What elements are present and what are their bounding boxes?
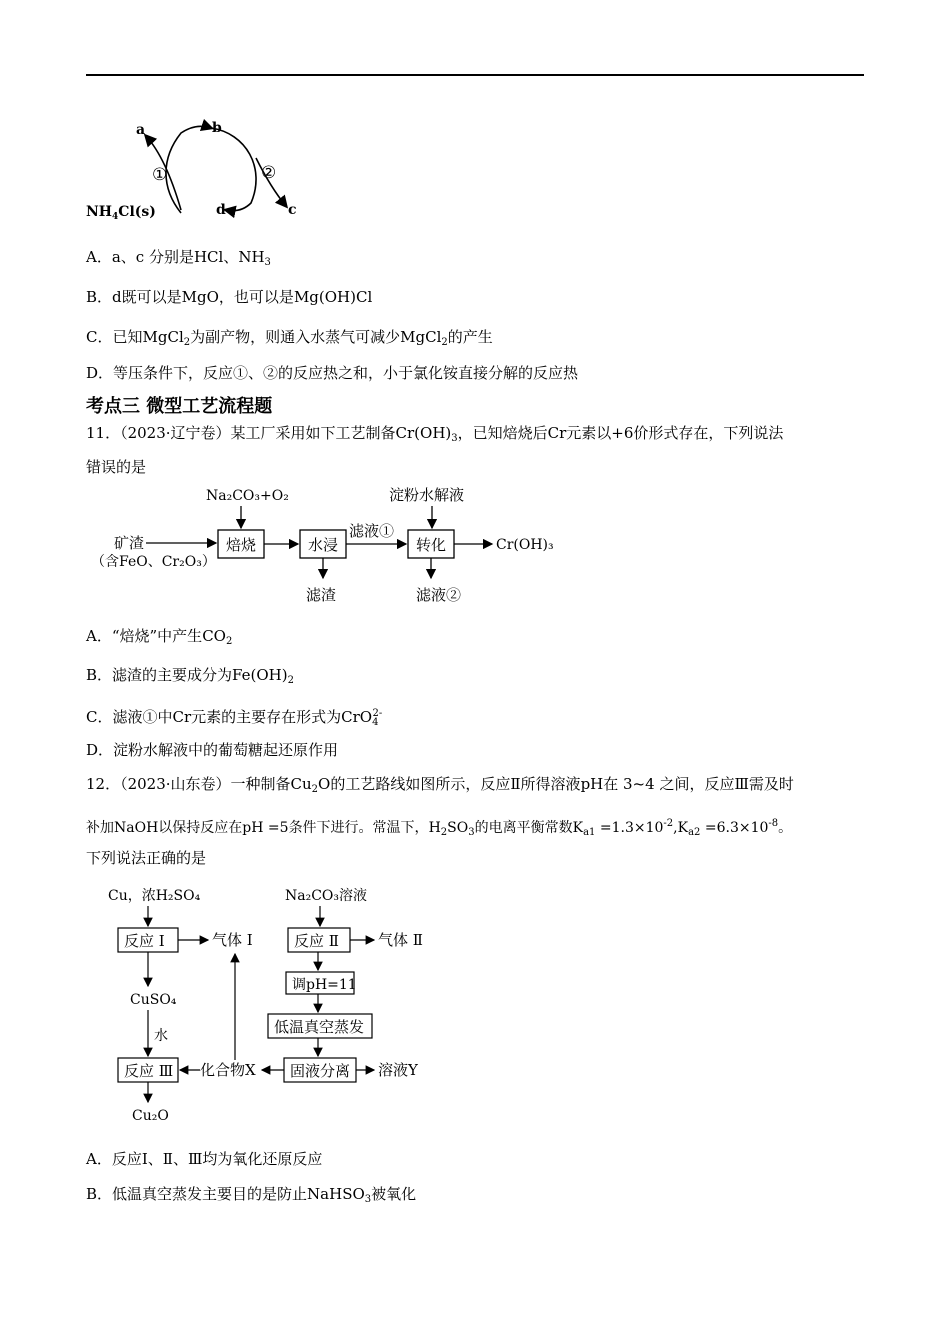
q12-box-ph-label: 调pH=11 [292, 977, 357, 993]
q11-input-2: 淀粉水解液 [389, 486, 465, 504]
q12-stem-line-3: 下列说法正确的是 [86, 849, 207, 867]
q11-source-composition: （含FeO、Cr₂O₃） [91, 554, 216, 570]
node-c: c [288, 202, 297, 218]
q11-box-convert-label: 转化 [416, 536, 447, 554]
q11-source-label: 矿渣 [114, 534, 145, 552]
q11-input-1: Na₂CO₃+O₂ [206, 488, 289, 504]
q12-solution-y: 溶液Y [378, 1061, 418, 1079]
q12-box-r2-label: 反应 Ⅱ [294, 932, 339, 950]
q11-output-residue: 滤渣 [306, 586, 337, 604]
reactant-label: $NH_4Cl(s)$ [86, 204, 156, 222]
q12-cu2o: Cu₂O [132, 1108, 169, 1124]
node-d: d [216, 202, 226, 218]
q12-input-2: Na₂CO₃溶液 [285, 888, 368, 904]
node-a: a [136, 122, 146, 138]
q10-option-c[interactable]: C．已知MgCl$_2$为副产物，则通入水蒸气可减少MgCl$_2$的产生 [86, 328, 493, 348]
cycle-diagram [86, 118, 316, 228]
q11-option-a[interactable]: A．“焙烧”中产生$CO_2$ [86, 627, 233, 647]
q11-stem-line-1: 11．（2023·辽宁卷）某工厂采用如下工艺制备$Cr(OH)_3$，已知焙烧后Cr元素以+6价形式存在，下列说法 [86, 424, 784, 444]
section-heading: 考点三 微型工艺流程题 [86, 396, 273, 417]
node-b: b [212, 120, 222, 136]
q11-option-b[interactable]: B．滤渣的主要成分为$Fe(OH)_2$ [86, 666, 294, 686]
q12-option-b[interactable]: B．低温真空蒸发主要目的是防止NaHSO$_3$被氧化 [86, 1185, 417, 1205]
q11-flow-diagram [86, 480, 566, 605]
q12-box-evap-label: 低温真空蒸发 [274, 1018, 365, 1036]
q11-filtrate-1-label: 滤液① [349, 522, 395, 540]
q10-option-b[interactable]: B．d既可以是MgO，也可以是Mg(OH)Cl [86, 288, 373, 306]
q10-option-a[interactable]: A．a、c 分别是HCl、$NH_3$ [86, 248, 271, 268]
header-rule [86, 74, 864, 76]
q12-water: 水 [154, 1028, 168, 1044]
q11-box-roast-label: 焙烧 [226, 536, 257, 554]
q11-box-leach-label: 水浸 [308, 536, 339, 554]
q11-stem-line-2: 错误的是 [86, 458, 147, 476]
q12-stem-line-1: 12．（2023·山东卷）一种制备$Cu_2O$的工艺路线如图所示，反应Ⅱ所得溶液pH在 3~4 之间，反应Ⅲ需及时 [86, 775, 794, 795]
q11-option-d[interactable]: D．淀粉水解液中的葡萄糖起还原作用 [86, 741, 339, 759]
q12-stem-line-2: 补加NaOH以保持反应在pH =5条件下进行。常温下，$H_2SO_3$的电离平衡常数$K_{a1} =1.3\times 10^{-2},K_{a2} =6.3\times 10^{-8}$。 [86, 818, 793, 838]
q12-input-1: Cu，浓H₂SO₄ [108, 888, 201, 904]
q12-option-a[interactable]: A．反应Ⅰ、Ⅱ、Ⅲ均为氧化还原反应 [86, 1150, 323, 1168]
q11-option-c[interactable]: C．滤液①中Cr元素的主要存在形式为CrO$_4^{2-}$ [86, 708, 383, 728]
step-2-label: ② [261, 163, 277, 183]
q12-box-sep-label: 固液分离 [290, 1062, 351, 1080]
q11-output-filtrate-2: 滤液② [416, 586, 462, 604]
step-1-label: ① [152, 165, 168, 185]
q12-flow-diagram [100, 880, 440, 1125]
q12-cuso4: CuSO₄ [130, 992, 177, 1008]
q12-compound-x: 化合物X [200, 1061, 256, 1079]
q12-box-r3-label: 反应 Ⅲ [124, 1062, 174, 1080]
q11-product-label: Cr(OH)₃ [496, 537, 554, 553]
q12-gas-1: 气体 Ⅰ [212, 931, 253, 949]
q12-box-r1-label: 反应 Ⅰ [124, 932, 165, 950]
q10-option-d[interactable]: D．等压条件下，反应①、②的反应热之和，小于氯化铵直接分解的反应热 [86, 364, 579, 382]
q12-gas-2: 气体 Ⅱ [378, 931, 423, 949]
